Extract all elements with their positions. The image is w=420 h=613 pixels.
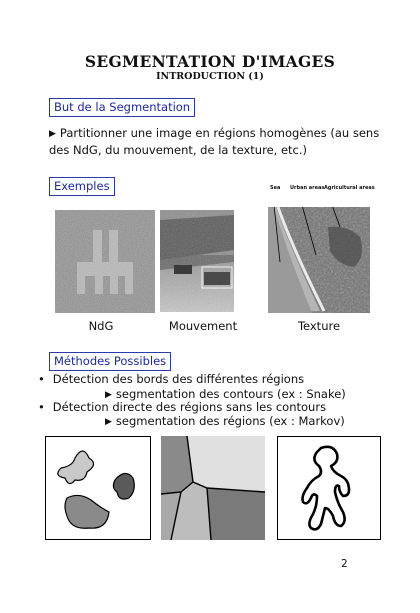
texture-annotation-urban: Urban areas xyxy=(290,185,325,191)
section-label-examples: Exemples xyxy=(49,177,115,196)
page-number: 2 xyxy=(341,558,348,570)
section-label-methods: Méthodes Possibles xyxy=(49,352,171,371)
texture-annotation-sea: Sea xyxy=(270,185,281,191)
method-sub-1-text: segmentation des contours (ex : Snake) xyxy=(115,387,346,401)
blobs-figure xyxy=(45,436,151,540)
voronoi-figure xyxy=(161,436,265,540)
method-bullet-2-text: Détection directe des régions sans les contours xyxy=(52,400,327,414)
method-sub-2-text: segmentation des régions (ex : Markov) xyxy=(115,414,345,428)
bullet-dot-icon: • xyxy=(38,372,45,386)
triangle-bullet-icon: ▶ xyxy=(105,417,112,427)
caption-ndg: NdG xyxy=(88,319,114,333)
method-sub-2 xyxy=(105,414,345,431)
contour-figure xyxy=(277,436,381,540)
texture-annotation-agri: Agricultural areas xyxy=(324,185,375,191)
caption-texture: Texture xyxy=(297,319,341,333)
triangle-bullet-icon: ▶ xyxy=(49,129,56,139)
goal-text: Partitionner une image en régions homogènes (au sens xyxy=(59,126,380,140)
motion-example-image xyxy=(160,210,234,312)
goal-text-line2: des NdG, du mouvement, de la texture, etc.) xyxy=(49,143,308,157)
texture-example-image xyxy=(268,207,370,313)
ndg-example-image xyxy=(55,210,155,313)
method-bullet-1 xyxy=(38,372,304,387)
triangle-bullet-icon: ▶ xyxy=(105,390,112,400)
method-bullet-1-text: Détection des bords des différentes régions xyxy=(52,372,305,386)
method-bullet-2 xyxy=(38,400,326,415)
page-title: SEGMENTATION D'IMAGES xyxy=(84,52,336,71)
section-label-goal: But de la Segmentation xyxy=(49,98,195,117)
page-subtitle: INTRODUCTION (1) xyxy=(156,71,264,82)
caption-motion: Mouvement xyxy=(168,319,238,333)
bullet-dot-icon: • xyxy=(38,400,45,414)
